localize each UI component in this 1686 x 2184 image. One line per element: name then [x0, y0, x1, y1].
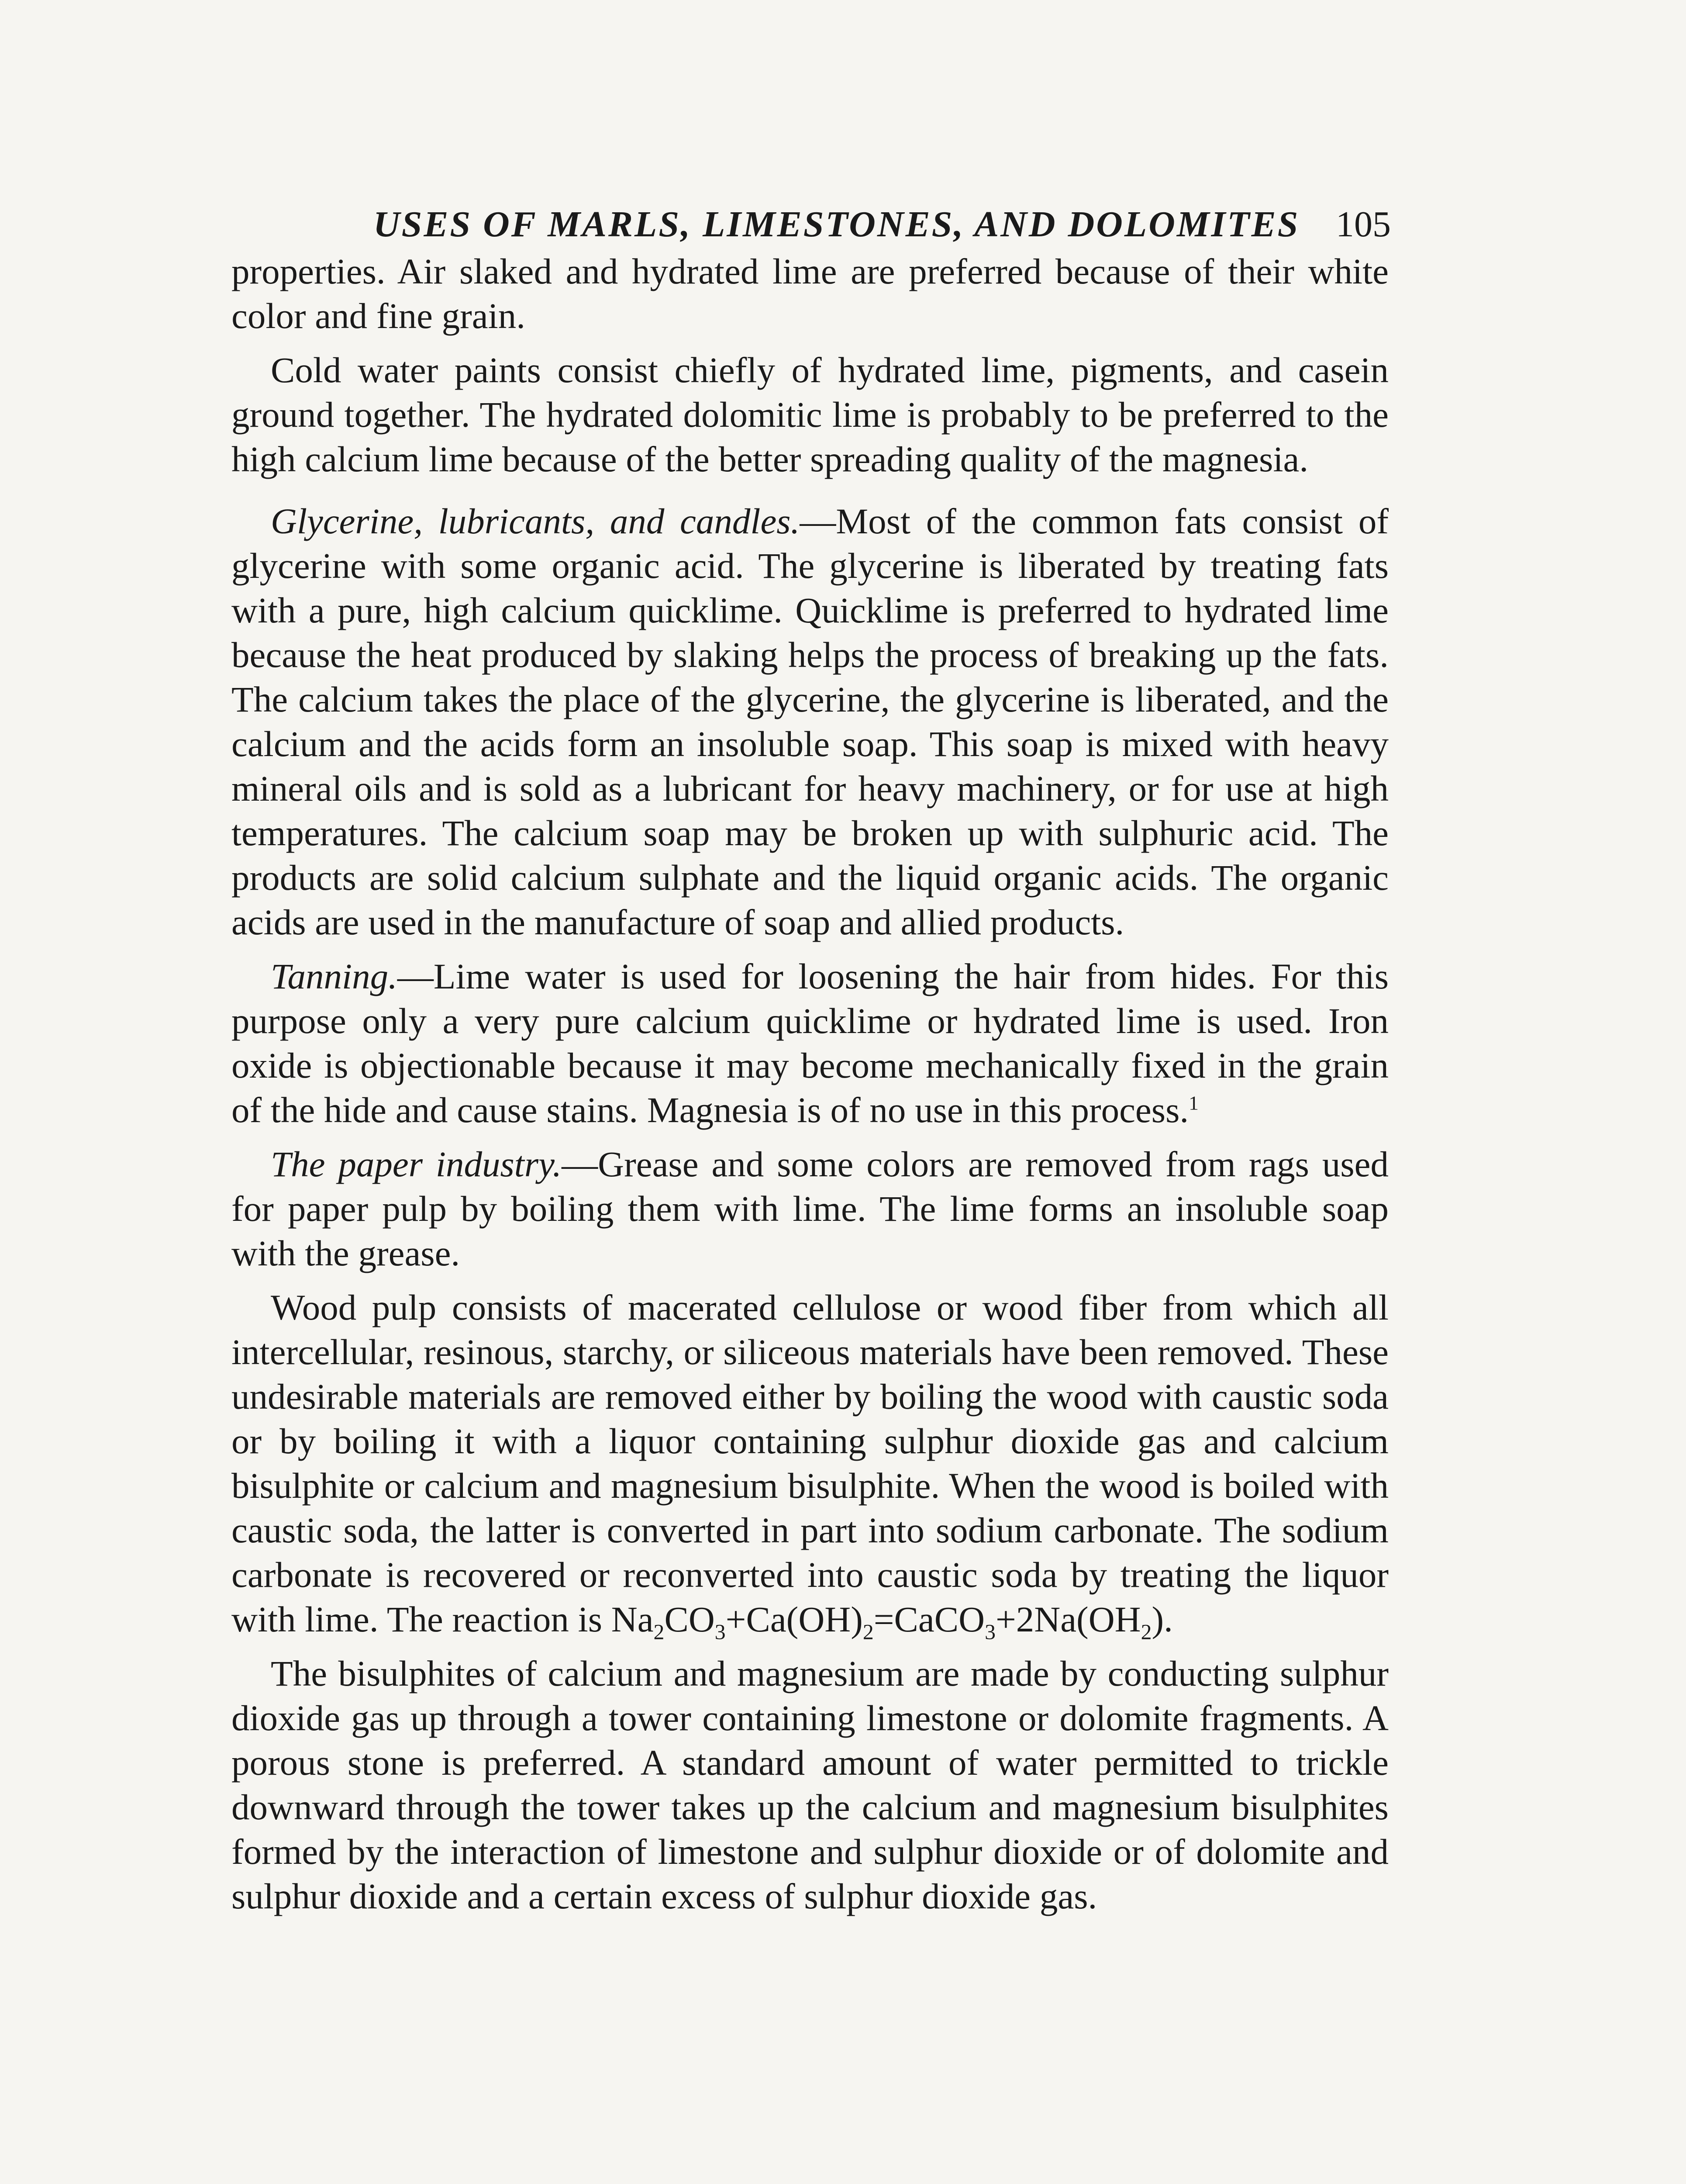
paragraph [231, 249, 1389, 338]
section-paragraph [231, 499, 1389, 944]
paragraph [231, 1651, 1389, 1918]
running-head: USES OF MARLS, LIMESTONES, AND DOLOMITES [373, 204, 1300, 245]
section-paragraph [231, 1142, 1389, 1275]
paragraph-text: properties. Air slaked and hydrated lime are preferred because of their white color and fine grain. [231, 251, 1389, 336]
paragraph-text: —Most of the common fats consist of glycerine with some organic acid. The glycerine is liberated by treating fats with a pure, high calcium quicklime. Quicklime is preferred to hydrated lime because the heat produced by slaking helps the process of breaking up the fats. The calcium takes the place of the glycerine, the glycerine is liberated, and the calcium and the acids form an insoluble soap. This soap is mixed with heavy mineral oils and is sold as a lubricant for heavy machinery, or for use at high temperatures. The calcium soap may be broken up with sulphuric acid. The products are solid calcium sulphate and the liquid organic acids. The organic acids are used in the manufacture of soap and allied products. [231, 501, 1389, 942]
paragraph-text: —Lime water is used for loosening the hair from hides. For this purpose only a very pure calcium quicklime or hydrated lime is used. Iron oxide is objectionable because it may become mechanically fixed in the grain of the hide and cause stains. Magnesia is of no use in this process. [231, 956, 1389, 1130]
body-text [231, 249, 1389, 1928]
footnote-reference: 1 [1189, 1092, 1199, 1114]
page-number: 105 [1336, 204, 1391, 245]
paragraph-text: Wood pulp consists of macerated cellulose or wood fiber from which all intercellular, resinous, starchy, or siliceous materials have been removed. These undesirable materials are removed either by boiling the wood with caustic soda or by boiling it with a liquor containing sulphur dioxide gas and calcium bisulphite or calcium and magnesium bisulphite. When the wood is boiled with caustic soda, the latter is converted in part into sodium carbonate. The sodium carbonate is recovered or reconverted into caustic soda by treating the liquor with lime. The reaction is [231, 1287, 1389, 1639]
paragraph-text: The bisulphites of calcium and magnesium are made by conducting sulphur dioxide gas up through a tower containing limestone or dolomite fragments. A porous stone is preferred. A standard amount of water permitted to trickle downward through the tower takes up the calcium and magnesium bisulphites formed by the interaction of limestone and sulphur dioxide or of dolomite and sulphur dioxide and a certain excess of sulphur dioxide gas. [231, 1653, 1389, 1916]
section-paragraph [231, 954, 1389, 1132]
section-heading: Glycerine, lubricants, and candles. [271, 501, 800, 541]
section-heading: The paper industry. [271, 1144, 562, 1184]
paragraph-text: Cold water paints consist chiefly of hydrated lime, pigments, and casein ground together. The hydrated dolomitic lime is probably to be preferred to the high calcium lime because of the better spreading quality of the magnesia. [231, 350, 1389, 479]
page-header [234, 203, 1391, 256]
paragraph [231, 1285, 1389, 1644]
chemical-formula: $Na_2CO_3+Ca(OH)_2=CaCO_3+2Na(OH_2)$. [611, 1599, 1173, 1644]
section-heading: Tanning. [271, 956, 397, 996]
paragraph [231, 348, 1389, 481]
paragraph-text: —Grease and some colors are removed from rags used for paper pulp by boiling them with lime. The lime forms an insoluble soap with the grease. [231, 1144, 1389, 1273]
